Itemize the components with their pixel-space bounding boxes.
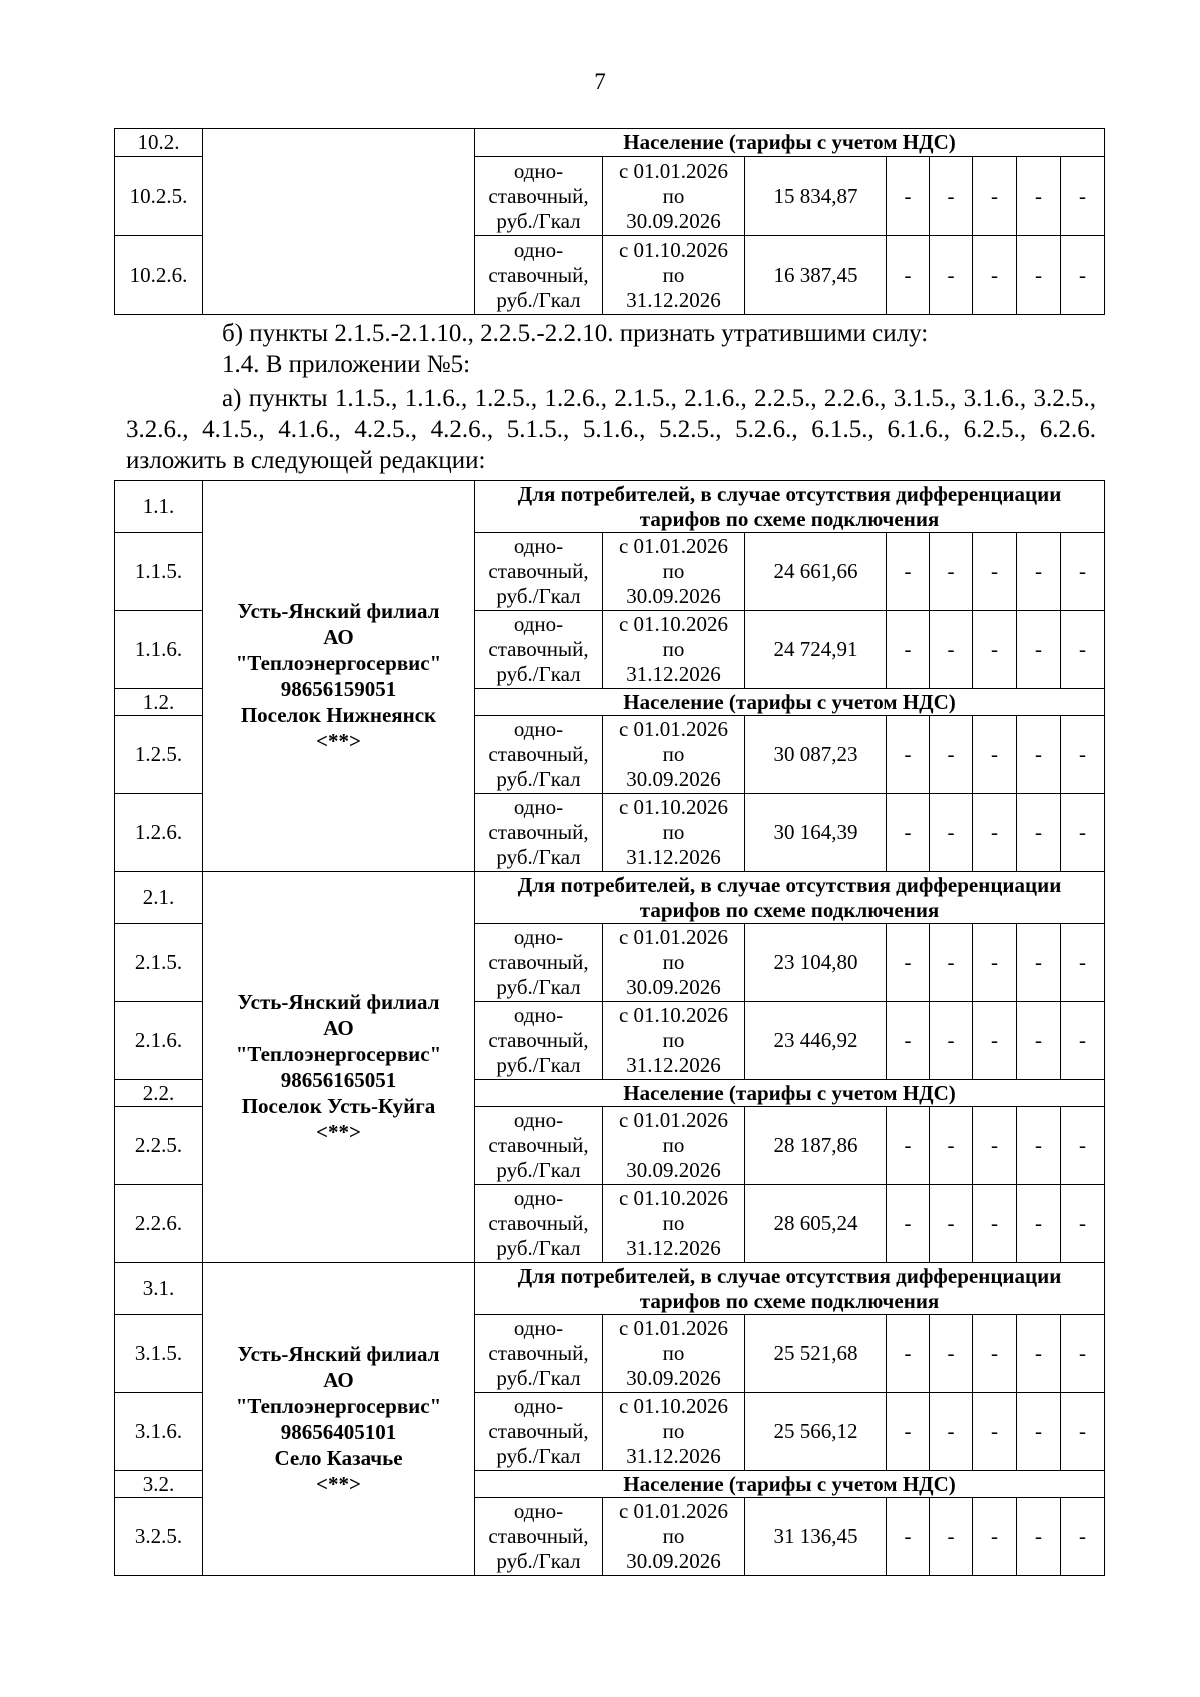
rate-type-cell bbox=[475, 533, 603, 611]
dash-cell: - bbox=[1061, 1498, 1105, 1576]
cell-line: ставочный, bbox=[488, 637, 589, 661]
dash-cell: - bbox=[887, 1107, 930, 1185]
cell-line: руб./Гкал bbox=[496, 1158, 581, 1182]
row-number: 2.2. bbox=[115, 1080, 203, 1107]
dash-cell: - bbox=[1061, 611, 1105, 689]
cell-line: руб./Гкал bbox=[496, 584, 581, 608]
cell-line: одно- bbox=[513, 237, 564, 262]
dash-cell: - bbox=[930, 157, 973, 236]
rate-type-cell bbox=[475, 1107, 603, 1185]
dash-cell: - bbox=[1061, 1107, 1105, 1185]
dash-cell: - bbox=[1017, 157, 1061, 236]
cell-line: по bbox=[662, 183, 685, 208]
cell-line: 31.12.2026 bbox=[626, 287, 721, 312]
cell-line: по bbox=[662, 1133, 685, 1157]
section-header-population: Население (тарифы с учетом НДС) bbox=[475, 129, 1105, 157]
row-number: 3.1.5. bbox=[115, 1315, 203, 1393]
paragraph-b: б) пункты 2.1.5.-2.1.10., 2.2.5.-2.2.10. признать утратившими силу: bbox=[222, 320, 929, 347]
cell-line: руб./Гкал bbox=[496, 287, 581, 312]
tariff-value: 30 087,23 bbox=[745, 716, 887, 794]
cell-line: ставочный, bbox=[488, 742, 589, 766]
dash-cell: - bbox=[887, 794, 930, 872]
tariff-value: 23 104,80 bbox=[745, 924, 887, 1002]
cell-line: ставочный, bbox=[488, 1419, 589, 1443]
tariff-value: 16 387,45 bbox=[745, 236, 887, 315]
cell-line: АО bbox=[323, 1368, 354, 1392]
row-number: 2.2.6. bbox=[115, 1185, 203, 1263]
section-header-consumers bbox=[475, 872, 1105, 924]
period-cell bbox=[603, 1107, 745, 1185]
dash-cell: - bbox=[1061, 1002, 1105, 1080]
cell-line: 98656165051 bbox=[280, 1068, 397, 1092]
dash-cell: - bbox=[1017, 1002, 1061, 1080]
dash-cell: - bbox=[887, 1002, 930, 1080]
cell-line: с 01.01.2026 bbox=[618, 534, 729, 558]
cell-line: руб./Гкал bbox=[496, 1053, 581, 1077]
cell-line: ставочный, bbox=[488, 559, 589, 583]
page-number: 7 bbox=[594, 69, 606, 94]
dash-cell: - bbox=[1061, 924, 1105, 1002]
period-cell bbox=[603, 611, 745, 689]
dash-cell: - bbox=[1061, 794, 1105, 872]
row-number: 10.2. bbox=[115, 129, 203, 157]
row-number: 2.1.5. bbox=[115, 924, 203, 1002]
cell-line: 30.09.2026 bbox=[626, 975, 721, 999]
cell-line: 31.12.2026 bbox=[626, 1053, 721, 1077]
dash-cell: - bbox=[1017, 236, 1061, 315]
dash-cell: - bbox=[887, 924, 930, 1002]
cell-line: одно- bbox=[513, 925, 564, 949]
period-cell bbox=[603, 533, 745, 611]
table-row bbox=[115, 129, 1105, 157]
dash-cell: - bbox=[973, 1002, 1017, 1080]
paragraph-a: а) пункты 1.1.5., 1.1.6., 1.2.5., 1.2.6., 2.1.5., 2.1.6., 2.2.5., 2.2.6., 3.1.5., 3.1.6., 3.2.5., 3.2.6., 4.1.5., 4.1.6., 4.2.5., 4.2.6., 5.1.5., 5.1.6., 5.2.5., 5.2.6., 6.1.5., 6.1.6., 6.2.5., 6.2.6. изложить в следующей редакции: bbox=[126, 385, 1096, 474]
dash-cell: - bbox=[930, 1393, 973, 1471]
rate-type-cell bbox=[475, 794, 603, 872]
rate-type-cell bbox=[475, 1002, 603, 1080]
dash-cell: - bbox=[973, 716, 1017, 794]
period-cell bbox=[603, 794, 745, 872]
cell-line: <**> bbox=[316, 729, 361, 753]
cell-line: с 01.10.2026 bbox=[618, 1003, 729, 1027]
cell-line: 30.09.2026 bbox=[626, 1549, 721, 1573]
rate-type-cell bbox=[475, 1393, 603, 1471]
paragraph-1-4: 1.4. В приложении №5: bbox=[222, 351, 471, 378]
rate-type-cell bbox=[475, 1315, 603, 1393]
dash-cell: - bbox=[1017, 1107, 1061, 1185]
cell-line: с 01.01.2026 bbox=[618, 925, 729, 949]
dash-cell: - bbox=[1017, 1185, 1061, 1263]
dash-cell: - bbox=[1061, 533, 1105, 611]
cell-line: по bbox=[662, 262, 685, 287]
cell-line: ставочный, bbox=[488, 1211, 589, 1235]
cell-line: одно- bbox=[513, 612, 564, 636]
cell-line: с 01.01.2026 bbox=[618, 158, 729, 183]
cell-line: <**> bbox=[316, 1472, 361, 1496]
dash-cell: - bbox=[973, 1393, 1017, 1471]
org-cell bbox=[203, 872, 475, 1263]
cell-line: по bbox=[662, 950, 685, 974]
dash-cell: - bbox=[887, 1185, 930, 1263]
dash-cell: - bbox=[973, 1107, 1017, 1185]
cell-line: 30.09.2026 bbox=[626, 584, 721, 608]
dash-cell: - bbox=[930, 533, 973, 611]
row-number: 1.2.5. bbox=[115, 716, 203, 794]
tariff-value: 30 164,39 bbox=[745, 794, 887, 872]
row-number: 10.2.6. bbox=[115, 236, 203, 315]
cell-line: Поселок Нижнеянск bbox=[240, 703, 437, 727]
cell-line: тарифов по схеме подключения bbox=[639, 1288, 940, 1313]
cell-line: ставочный, bbox=[488, 262, 589, 287]
dash-cell: - bbox=[930, 794, 973, 872]
dash-cell: - bbox=[1061, 1315, 1105, 1393]
row-number: 3.1. bbox=[115, 1263, 203, 1315]
cell-line: по bbox=[662, 1211, 685, 1235]
tariff-value: 24 724,91 bbox=[745, 611, 887, 689]
rate-type-cell bbox=[475, 157, 603, 236]
cell-line: 30.09.2026 bbox=[626, 208, 721, 233]
cell-line: "Теплоэнергосервис" bbox=[235, 1394, 442, 1418]
cell-line: по bbox=[662, 637, 685, 661]
dash-cell: - bbox=[1017, 794, 1061, 872]
tariff-value: 25 566,12 bbox=[745, 1393, 887, 1471]
cell-line: руб./Гкал bbox=[496, 767, 581, 791]
dash-cell: - bbox=[930, 1498, 973, 1576]
dash-cell: - bbox=[930, 1107, 973, 1185]
period-cell bbox=[603, 1498, 745, 1576]
dash-cell: - bbox=[930, 236, 973, 315]
period-cell bbox=[603, 157, 745, 236]
dash-cell: - bbox=[930, 716, 973, 794]
dash-cell: - bbox=[1017, 1498, 1061, 1576]
table-row bbox=[115, 1263, 1105, 1315]
cell-line: руб./Гкал bbox=[496, 1366, 581, 1390]
tariff-table-continuation bbox=[114, 128, 1105, 315]
cell-line: 30.09.2026 bbox=[626, 1158, 721, 1182]
dash-cell: - bbox=[973, 1315, 1017, 1393]
dash-cell: - bbox=[1017, 716, 1061, 794]
cell-line: одно- bbox=[513, 1186, 564, 1210]
cell-line: Поселок Усть-Куйга bbox=[241, 1094, 436, 1118]
cell-line: одно- bbox=[513, 534, 564, 558]
dash-cell: - bbox=[887, 533, 930, 611]
tariff-value: 24 661,66 bbox=[745, 533, 887, 611]
dash-cell: - bbox=[887, 611, 930, 689]
row-number: 10.2.5. bbox=[115, 157, 203, 236]
rate-type-cell bbox=[475, 716, 603, 794]
row-number: 1.1.5. bbox=[115, 533, 203, 611]
dash-cell: - bbox=[1017, 924, 1061, 1002]
cell-line: с 01.01.2026 bbox=[618, 1108, 729, 1132]
cell-line: одно- bbox=[513, 1108, 564, 1132]
cell-line: руб./Гкал bbox=[496, 1236, 581, 1260]
cell-line: Для потребителей, в случае отсутствия дифференциации bbox=[517, 872, 1062, 897]
rate-type-cell bbox=[475, 1498, 603, 1576]
section-header-population: Население (тарифы с учетом НДС) bbox=[475, 689, 1105, 716]
tariff-value: 23 446,92 bbox=[745, 1002, 887, 1080]
cell-line: <**> bbox=[316, 1120, 361, 1144]
cell-line: одно- bbox=[513, 1316, 564, 1340]
dash-cell: - bbox=[973, 794, 1017, 872]
row-number: 3.2.5. bbox=[115, 1498, 203, 1576]
cell-line: Усть-Янский филиал bbox=[237, 1342, 440, 1366]
dash-cell: - bbox=[973, 1498, 1017, 1576]
cell-line: руб./Гкал bbox=[496, 208, 581, 233]
dash-cell: - bbox=[1061, 236, 1105, 315]
row-number: 1.1.6. bbox=[115, 611, 203, 689]
cell-line: по bbox=[662, 1419, 685, 1443]
cell-line: руб./Гкал bbox=[496, 1549, 581, 1573]
cell-line: с 01.01.2026 bbox=[618, 1316, 729, 1340]
dash-cell: - bbox=[973, 236, 1017, 315]
rate-type-cell bbox=[475, 611, 603, 689]
cell-line: Для потребителей, в случае отсутствия дифференциации bbox=[517, 1263, 1062, 1288]
cell-line: 98656405101 bbox=[280, 1420, 397, 1444]
cell-line: с 01.10.2026 bbox=[618, 612, 729, 636]
cell-line: руб./Гкал bbox=[496, 975, 581, 999]
cell-line: тарифов по схеме подключения bbox=[639, 506, 940, 531]
dash-cell: - bbox=[973, 611, 1017, 689]
cell-line: АО bbox=[323, 1016, 354, 1040]
period-cell bbox=[603, 1185, 745, 1263]
cell-line: "Теплоэнергосервис" bbox=[235, 651, 442, 675]
cell-line: по bbox=[662, 742, 685, 766]
cell-line: руб./Гкал bbox=[496, 1444, 581, 1468]
tariff-value: 28 605,24 bbox=[745, 1185, 887, 1263]
dash-cell: - bbox=[887, 236, 930, 315]
cell-line: тарифов по схеме подключения bbox=[639, 897, 940, 922]
cell-line: с 01.01.2026 bbox=[618, 717, 729, 741]
dash-cell: - bbox=[1061, 716, 1105, 794]
dash-cell: - bbox=[930, 1185, 973, 1263]
dash-cell: - bbox=[973, 1185, 1017, 1263]
cell-line: АО bbox=[323, 625, 354, 649]
cell-line: 31.12.2026 bbox=[626, 1236, 721, 1260]
cell-line: Усть-Янский филиал bbox=[237, 990, 440, 1014]
cell-line: 98656159051 bbox=[280, 677, 397, 701]
tariff-value: 28 187,86 bbox=[745, 1107, 887, 1185]
dash-cell: - bbox=[1061, 1393, 1105, 1471]
cell-line: одно- bbox=[513, 158, 564, 183]
rate-type-cell bbox=[475, 236, 603, 315]
dash-cell: - bbox=[1017, 1315, 1061, 1393]
section-header-consumers bbox=[475, 481, 1105, 533]
cell-line: по bbox=[662, 559, 685, 583]
dash-cell: - bbox=[973, 157, 1017, 236]
cell-line: ставочный, bbox=[488, 1133, 589, 1157]
cell-line: одно- bbox=[513, 795, 564, 819]
org-cell bbox=[203, 481, 475, 872]
table-row bbox=[115, 872, 1105, 924]
cell-line: одно- bbox=[513, 1003, 564, 1027]
cell-line: ставочный, bbox=[488, 1524, 589, 1548]
dash-cell: - bbox=[887, 716, 930, 794]
section-header-consumers bbox=[475, 1263, 1105, 1315]
dash-cell: - bbox=[1061, 157, 1105, 236]
cell-line: ставочный, bbox=[488, 1028, 589, 1052]
period-cell bbox=[603, 716, 745, 794]
period-cell bbox=[603, 1393, 745, 1471]
dash-cell: - bbox=[973, 924, 1017, 1002]
cell-line: с 01.10.2026 bbox=[618, 237, 729, 262]
cell-line: Село Казачье bbox=[274, 1446, 403, 1470]
cell-line: 30.09.2026 bbox=[626, 1366, 721, 1390]
row-number: 3.2. bbox=[115, 1471, 203, 1498]
period-cell bbox=[603, 1002, 745, 1080]
dash-cell: - bbox=[887, 1315, 930, 1393]
cell-line: с 01.10.2026 bbox=[618, 795, 729, 819]
table-row bbox=[115, 481, 1105, 533]
row-number: 2.1.6. bbox=[115, 1002, 203, 1080]
rate-type-cell bbox=[475, 924, 603, 1002]
tariff-value: 31 136,45 bbox=[745, 1498, 887, 1576]
cell-line: ставочный, bbox=[488, 820, 589, 844]
dash-cell: - bbox=[1017, 1393, 1061, 1471]
tariff-table-appendix-5 bbox=[114, 480, 1105, 1576]
dash-cell: - bbox=[930, 1002, 973, 1080]
cell-line: 31.12.2026 bbox=[626, 1444, 721, 1468]
section-header-population: Население (тарифы с учетом НДС) bbox=[475, 1080, 1105, 1107]
row-number: 2.2.5. bbox=[115, 1107, 203, 1185]
row-number: 2.1. bbox=[115, 872, 203, 924]
row-number: 1.2. bbox=[115, 689, 203, 716]
row-number: 1.1. bbox=[115, 481, 203, 533]
dash-cell: - bbox=[1017, 533, 1061, 611]
cell-line: одно- bbox=[513, 1394, 564, 1418]
cell-line: 30.09.2026 bbox=[626, 767, 721, 791]
cell-line: по bbox=[662, 820, 685, 844]
cell-line: ставочный, bbox=[488, 1341, 589, 1365]
dash-cell: - bbox=[887, 157, 930, 236]
cell-line: по bbox=[662, 1524, 685, 1548]
cell-line: ставочный, bbox=[488, 183, 589, 208]
dash-cell: - bbox=[887, 1498, 930, 1576]
tariff-value: 25 521,68 bbox=[745, 1315, 887, 1393]
tariff-value: 15 834,87 bbox=[745, 157, 887, 236]
dash-cell: - bbox=[887, 1393, 930, 1471]
dash-cell: - bbox=[973, 533, 1017, 611]
dash-cell: - bbox=[930, 611, 973, 689]
cell-line: по bbox=[662, 1341, 685, 1365]
cell-line: 31.12.2026 bbox=[626, 662, 721, 686]
cell-line: одно- bbox=[513, 1499, 564, 1523]
row-number: 1.2.6. bbox=[115, 794, 203, 872]
section-header-population: Население (тарифы с учетом НДС) bbox=[475, 1471, 1105, 1498]
cell-line: Для потребителей, в случае отсутствия дифференциации bbox=[517, 481, 1062, 506]
period-cell bbox=[603, 924, 745, 1002]
cell-line: с 01.01.2026 bbox=[618, 1499, 729, 1523]
dash-cell: - bbox=[930, 1315, 973, 1393]
rate-type-cell bbox=[475, 1185, 603, 1263]
dash-cell: - bbox=[930, 924, 973, 1002]
org-cell bbox=[203, 1263, 475, 1576]
cell-line: ставочный, bbox=[488, 950, 589, 974]
cell-line: руб./Гкал bbox=[496, 662, 581, 686]
period-cell bbox=[603, 236, 745, 315]
cell-line: с 01.10.2026 bbox=[618, 1394, 729, 1418]
row-number: 3.1.6. bbox=[115, 1393, 203, 1471]
cell-line: Усть-Янский филиал bbox=[237, 599, 440, 623]
cell-line: по bbox=[662, 1028, 685, 1052]
cell-line: с 01.10.2026 bbox=[618, 1186, 729, 1210]
org-cell-empty bbox=[203, 129, 475, 315]
cell-line: руб./Гкал bbox=[496, 845, 581, 869]
dash-cell: - bbox=[1061, 1185, 1105, 1263]
cell-line: "Теплоэнергосервис" bbox=[235, 1042, 442, 1066]
dash-cell: - bbox=[1017, 611, 1061, 689]
cell-line: 31.12.2026 bbox=[626, 845, 721, 869]
cell-line: одно- bbox=[513, 717, 564, 741]
period-cell bbox=[603, 1315, 745, 1393]
